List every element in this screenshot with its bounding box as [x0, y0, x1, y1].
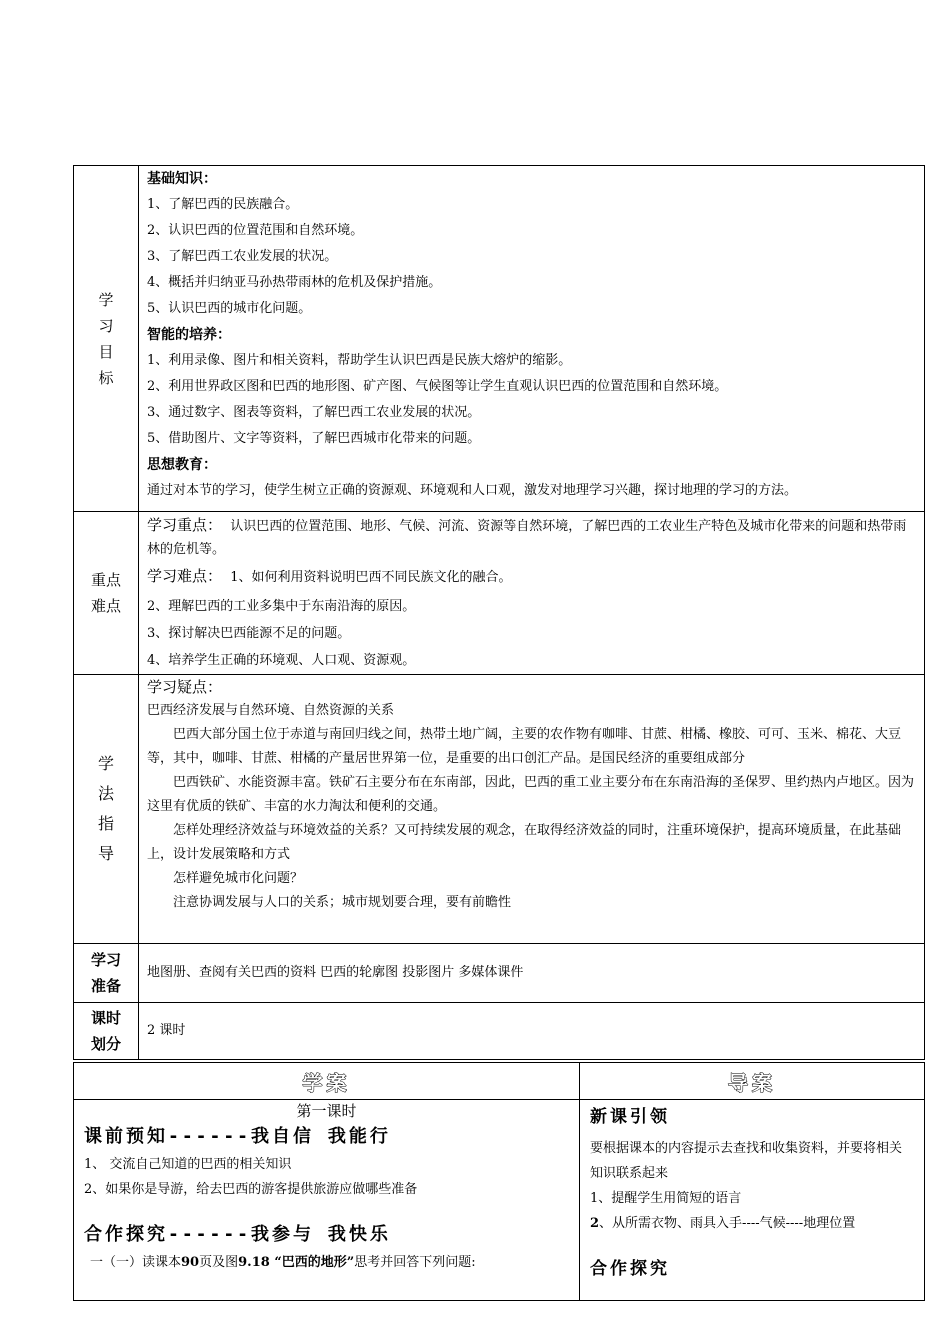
moral-title: 思想教育： — [147, 457, 217, 473]
intro-item: 1、提醒学生用简短的语言 — [590, 1191, 742, 1206]
skill-item: 2、利用世界政区图和巴西的地形图、矿产图、气候图等让学生直观认识巴西的位置范围和自然环境。 — [147, 379, 728, 394]
coop-title: 合作探究------我参与 我快乐 — [84, 1224, 391, 1245]
skill-item: 1、利用录像、图片和相关资料，帮助学生认识巴西是民族大熔炉的缩影。 — [147, 353, 572, 368]
difficulty-title: 学习难点： — [147, 567, 223, 585]
moral-text: 通过对本节的学习，使学生树立正确的资源观、环境观和人口观，激发对地理学习兴趣，探讨地理的学习的方法。 — [147, 483, 798, 498]
label-char: 学 — [97, 754, 114, 773]
coop-question — [84, 1250, 569, 1275]
label-char: 习 — [98, 316, 114, 335]
prep-row — [74, 944, 925, 1003]
focus-paragraph — [147, 512, 916, 561]
schedule-content — [139, 1003, 925, 1060]
difficulty-item: 3、探讨解决巴西能源不足的问题。 — [147, 626, 351, 641]
basic-item: 4、概括并归纳亚马孙热带雨林的危机及保护措施。 — [147, 275, 442, 290]
basic-item: 1、了解巴西的民族融合。 — [147, 197, 299, 212]
doubt-title: 学习疑点： — [147, 678, 223, 696]
method-row — [74, 675, 925, 944]
focus-text: 认识巴西的位置范围、地形、气候、河流、资源等自然环境，了解巴西的工农业生产特色及城市化带来的问题和热带雨林的危机等。 — [147, 519, 907, 557]
schedule-row — [74, 1003, 925, 1060]
lesson-title: 第一课时 — [296, 1102, 357, 1120]
student-case-title: 学案 — [302, 1070, 351, 1095]
method-content — [139, 675, 925, 944]
label-line: 学习 — [90, 951, 121, 969]
intro-title: 新课引领 — [590, 1107, 670, 1127]
preview-item: 2、如果你是导游，给去巴西的游客提供旅游应做哪些准备 — [84, 1182, 418, 1197]
label-char: 导 — [97, 844, 114, 863]
difficulty-line — [147, 561, 916, 593]
method-paragraph: 巴西大部分国土位于赤道与南回归线之间，热带土地广阔，主要的农作物有咖啡、甘蔗、柑橘、橡胶、可可、玉米、棉花、大豆等，其中，咖啡、甘蔗、柑橘的产量居世界第一位，是重要的出口创汇产品。是国民经济的重要组成部分 — [147, 727, 902, 766]
method-line: 巴西经济发展与自然环境、自然资源的关系 — [147, 703, 395, 718]
difficulty-item: 4、培养学生正确的环境观、人口观、资源观。 — [147, 653, 416, 668]
label-line: 课时 — [90, 1009, 121, 1027]
label-char: 目 — [98, 342, 114, 361]
coop-text: 一（一）读课本 — [90, 1255, 182, 1270]
keypoints-label — [74, 512, 139, 675]
label-char: 指 — [97, 814, 114, 833]
objectives-label — [74, 166, 139, 512]
prep-text: 地图册、查阅有关巴西的资料 巴西的轮廓图 投影图片 多媒体课件 — [147, 965, 524, 980]
case-content-row — [74, 1100, 925, 1301]
skill-item: 5、借助图片、文字等资料，了解巴西城市化带来的问题。 — [147, 431, 481, 446]
prep-label — [74, 944, 139, 1003]
coop-bold: 90 — [181, 1255, 200, 1270]
skill-item: 3、通过数字、图表等资料，了解巴西工农业发展的状况。 — [147, 405, 481, 420]
focus-title: 学习重点： — [147, 516, 223, 534]
coop-bold: 9.18 “巴西的地形” — [238, 1255, 355, 1270]
basic-knowledge-title: 基础知识： — [147, 171, 217, 187]
basic-item: 2、认识巴西的位置范围和自然环境。 — [147, 223, 364, 238]
intro-item — [590, 1211, 914, 1236]
keypoints-content — [139, 512, 925, 675]
item-number: 2 — [590, 1216, 600, 1231]
teacher-case-title: 导案 — [728, 1070, 776, 1095]
banner-row — [74, 1063, 925, 1100]
student-case-banner — [74, 1063, 580, 1100]
method-label — [74, 675, 139, 944]
method-paragraph: 怎样避免城市化问题？ — [173, 871, 304, 886]
basic-item: 3、了解巴西工农业发展的状况。 — [147, 249, 338, 264]
method-paragraph: 注意协调发展与人口的关系；城市规划要合理，要有前瞻性 — [173, 895, 512, 910]
schedule-label — [74, 1003, 139, 1060]
teacher-case-banner — [580, 1063, 925, 1100]
label-line: 划分 — [90, 1035, 121, 1053]
label-line: 难点 — [90, 597, 121, 615]
lesson-plan-table — [73, 165, 925, 1060]
coop-text: 页及图 — [199, 1255, 239, 1270]
case-table — [73, 1062, 925, 1301]
keypoints-row — [74, 512, 925, 675]
prep-content — [139, 944, 925, 1003]
objectives-content — [139, 166, 925, 512]
label-char: 学 — [98, 290, 114, 309]
label-char: 标 — [98, 368, 114, 387]
schedule-text: 2 课时 — [147, 1023, 186, 1038]
method-paragraph: 巴西铁矿、水能资源丰富。铁矿石主要分布在东南部，因此，巴西的重工业主要分布在东南沿海的圣保罗、里约热内卢地区。因为这里有优质的铁矿、丰富的水力淘汰和便利的交通。 — [147, 775, 915, 814]
difficulty-item: 1、如何利用资料说明巴西不同民族文化的融合。 — [230, 570, 512, 585]
objectives-row — [74, 166, 925, 512]
label-char: 法 — [97, 784, 114, 803]
basic-item: 5、认识巴西的城市化问题。 — [147, 301, 312, 316]
item-text: 、从所需衣物、雨具入手----气候----地理位置 — [599, 1216, 856, 1231]
intro-text: 要根据课本的内容提示去查找和收集资料，并要将相关知识联系起来 — [590, 1141, 903, 1181]
preview-title: 课前预知------我自信 我能行 — [84, 1126, 391, 1147]
label-line: 准备 — [90, 977, 121, 995]
skill-title: 智能的培养： — [147, 327, 231, 343]
label-line: 重点 — [90, 571, 121, 589]
student-case-column — [74, 1100, 580, 1301]
preview-item: 1、 交流自己知道的巴西的相关知识 — [84, 1157, 292, 1172]
teacher-case-column — [580, 1100, 925, 1301]
difficulty-item: 2、理解巴西的工业多集中于东南沿海的原因。 — [147, 599, 416, 614]
teacher-coop-title: 合作探究 — [590, 1259, 670, 1279]
method-paragraph: 怎样处理经济效益与环境效益的关系？又可持续发展的观念，在取得经济效益的同时，注重环境保护，提高环境质量，在此基础上，设计发展策略和方式 — [147, 823, 902, 862]
coop-text: 思考并回答下列问题: — [354, 1255, 476, 1270]
